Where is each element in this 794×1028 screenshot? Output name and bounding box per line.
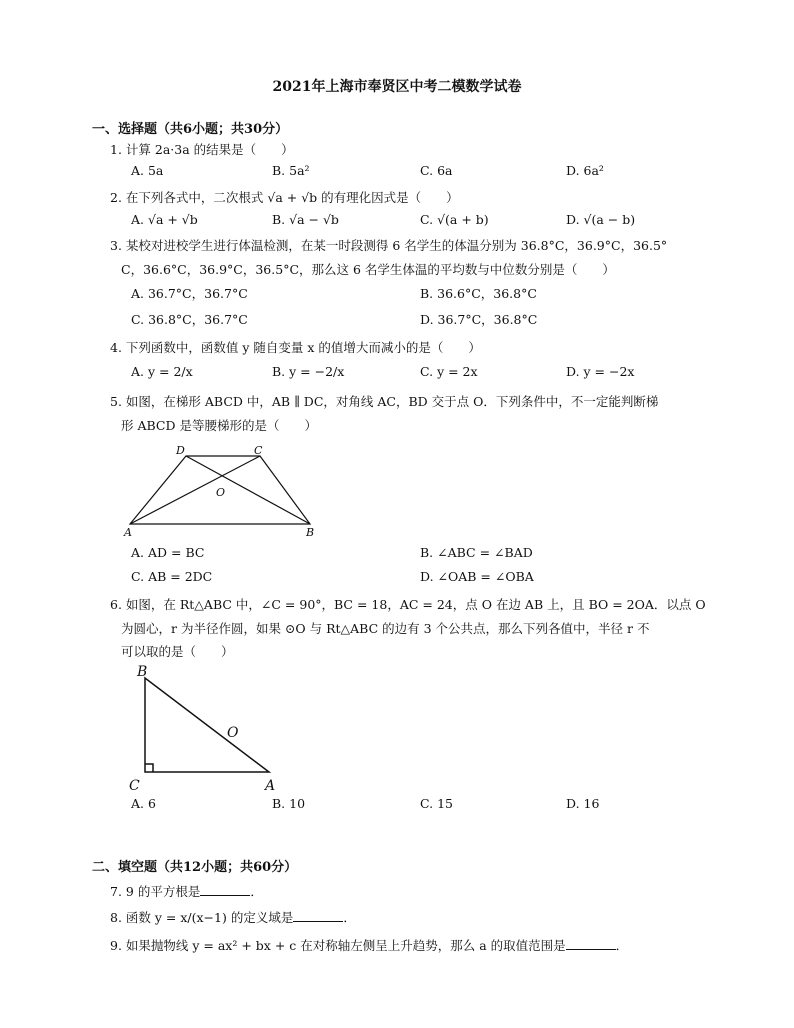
q4-option-c: C. y = 2x <box>420 364 478 379</box>
question-8-end: ． <box>343 910 356 925</box>
q6-option-d: D. 16 <box>566 796 600 811</box>
label-o: O <box>216 486 226 499</box>
diagonal-ac <box>130 456 260 524</box>
diagonal-bd <box>186 456 310 524</box>
label-a: A <box>265 778 276 794</box>
question-5-stem-line1: 5. 如图，在梯形 ABCD 中，AB ∥ DC，对角线 AC，BD 交于点 O．下列条件中，不一定能判断梯 <box>110 394 659 409</box>
q3-option-a: A. 36.7°C，36.7°C <box>131 286 248 301</box>
question-7-end: ． <box>250 884 263 899</box>
q3-option-c: C. 36.8°C，36.7°C <box>131 312 248 327</box>
q2-option-c: C. √(a + b) <box>420 212 489 227</box>
question-5-stem-line2: 形 ABCD 是等腰梯形的是（ ） <box>121 418 317 433</box>
label-b: B <box>306 526 315 539</box>
q5-option-c: C. AB = 2DC <box>131 569 213 584</box>
q4-option-d: D. y = −2x <box>566 364 635 379</box>
question-7 <box>110 882 710 902</box>
q1-option-a: A. 5a <box>131 163 164 178</box>
q5-option-b: B. ∠ABC = ∠BAD <box>420 545 533 560</box>
question-7-text: 7. 9 的平方根是 <box>110 884 201 899</box>
answer-blank-8[interactable] <box>293 921 343 922</box>
question-6-stem-line3: 可以取的是（ ） <box>121 644 234 659</box>
q1-option-d: D. 6a² <box>566 163 604 178</box>
q6-option-b: B. 10 <box>272 796 306 811</box>
label-d: D <box>176 444 185 457</box>
q4-option-a: A. y = 2/x <box>131 364 193 379</box>
label-c: C <box>254 444 263 457</box>
answer-blank-7[interactable] <box>200 895 250 896</box>
q6-option-c: C. 15 <box>420 796 453 811</box>
q6-option-a: A. 6 <box>131 796 156 811</box>
label-b: B <box>137 664 148 680</box>
q4-option-b: B. y = −2/x <box>272 364 345 379</box>
label-o: O <box>227 725 239 741</box>
question-9 <box>110 936 710 956</box>
answer-blank-9[interactable] <box>566 949 616 950</box>
q1-option-b: B. 5a² <box>272 163 310 178</box>
section-heading-fill: 二、填空题（共12小题；共60分） <box>92 860 298 875</box>
question-9-end: ． <box>615 938 629 953</box>
trapezoid-figure <box>120 440 330 540</box>
question-8 <box>110 908 710 928</box>
question-6-stem-line2: 为圆心，r 为半径作圆，如果 ⊙O 与 Rt△ABC 的边有 3 个公共点，那么下列各值中，半径 r 不 <box>121 621 650 636</box>
right-angle-mark <box>145 764 153 772</box>
section-heading-choice: 一、选择题（共6小题；共30分） <box>92 122 289 137</box>
label-a: A <box>124 526 132 539</box>
question-6-stem-line1: 6. 如图，在 Rt△ABC 中，∠C = 90°，BC = 18，AC = 24，点 O 在边 AB 上，且 BO = 2OA．以点 O <box>110 597 706 612</box>
q3-option-d: D. 36.7°C，36.8°C <box>420 312 538 327</box>
question-4-stem: 4. 下列函数中，函数值 y 随自变量 x 的值增大而减小的是（ ） <box>110 340 481 355</box>
question-8-text: 8. 函数 y = x/(x−1) 的定义域是 <box>110 910 294 925</box>
q2-option-d: D. √(a − b) <box>566 212 636 227</box>
label-c: C <box>129 778 140 794</box>
q3-option-b: B. 36.6°C，36.8°C <box>420 286 537 301</box>
q2-option-b: B. √a − √b <box>272 212 339 227</box>
question-1-stem: 1. 计算 2a·3a 的结果是（ ） <box>110 142 294 157</box>
question-9-text: 9. 如果抛物线 y = ax² + bx + c 在对称轴左侧呈上升趋势，那么 a 的取值范围是 <box>110 938 566 953</box>
question-3-stem-line1: 3. 某校对进校学生进行体温检测，在某一时段测得 6 名学生的体温分别为 36.8°C，36.9°C，36.5° <box>110 238 668 253</box>
page-title: 2021年上海市奉贤区中考二模数学试卷 <box>272 79 522 95</box>
right-triangle-figure <box>125 662 295 797</box>
triangle-outline <box>145 678 269 772</box>
q2-option-a: A. √a + √b <box>131 212 198 227</box>
question-3-stem-line2: C，36.6°C，36.9°C，36.5°C，那么这 6 名学生体温的平均数与中位数分别是（ ） <box>121 262 615 277</box>
question-2-stem: 2. 在下列各式中，二次根式 √a + √b 的有理化因式是（ ） <box>110 190 459 205</box>
q5-option-a: A. AD = BC <box>131 545 205 560</box>
q5-option-d: D. ∠OAB = ∠OBA <box>420 569 534 584</box>
q1-option-c: C. 6a <box>420 163 453 178</box>
